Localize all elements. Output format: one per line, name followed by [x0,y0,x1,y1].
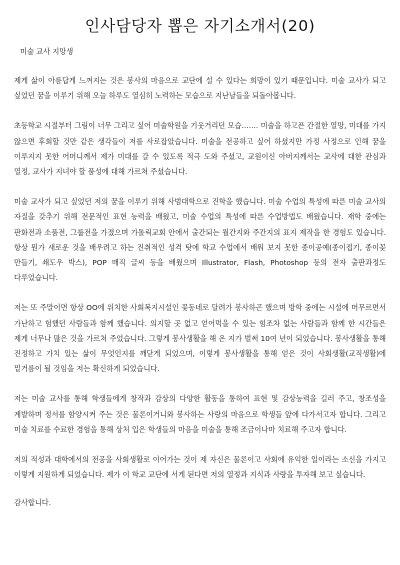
paragraph-teaching-goals: 저는 미술 교사를 통해 학생들에게 창작과 감상의 다양한 활동을 통하여 표현 및 감상능력을 길러 주고, 창조성을 계발하며 정서를 함양시켜 주는 것은 물론이거니와 봉사하는 사랑의 마음으로 학생들 앞에 다가서고자 합니다. 그리고 미술 치료를 수료한 경험을 통해 상처 입은 학생들의 마음을 미술을 통해 조금이나마 치료해 주고자 합니다. [14,394,386,434]
closing-text: 감사합니다. [14,498,52,508]
paragraph-intro: 제게 삶이 아름답게 느껴지는 것은 봉사의 마음으로 교단에 설 수 있다는 희망이 있기 때문입니다. 미술 교사가 되고 싶었던 꿈을 이루기 위해 오늘 하루도 열심히 노력하는 모습으로 지난날들을 되돌아봅니다. [14,76,386,101]
document-subtitle: 미술 교사 지망생 [20,47,74,56]
document-title: 인사담당자 뽑은 자기소개서(20) [84,17,316,35]
paragraph-volunteering: 저는 또 주말이면 항상 OO에 위치한 사회복지시설인 꽃동네로 달려가 봉사하곤 했으며 방학 중에는 시설에 머무르면서 가난하고 험했던 사람들과 함께 했습니다. 의지할 곳 없고 얻어먹을 수 있는 힘조차 없는 사람들과 함께 한 시간들은 제게 너무나 많은 것을 가르쳐 주었습니다. 그렇게 봉사생활을 해 온 지가 벌써 10여 년이 되었습니다. 봉사생활을 통해 진정하고 가치 있는 삶이 무엇인지를 깨닫게 되었으며, 이렇게 봉사생활을 통해 얻은 것이 사회생활(교직생활)에 밑거름이 될 것임을 저는 확신하게 되었습니다. [14,303,386,374]
paragraph-childhood: 초등학교 시절부터 그림이 너무 그리고 싶어 미술학원을 기웃거리던 모습……. 미술을 하고픈 간절한 열망, 미대를 가지 않으면 후회할 것만 같은 생각들이 저를 사로잡았습니다. 미술을 전공하고 싶어 하셨지만 가정 사정으로 인해 꿈을 이루지지 못한 어머니께서 제가 미대를 갈 수 있도록 적극 도와 주셨고, 교원이신 아버지께서는 교사에 대한 관심과 열정, 교사가 지녀야 할 품성에 대해 가르쳐 주셨습니다. [14,121,386,177]
paragraph-education: 미술 교사가 되고 싶었던 저의 꿈을 이루기 위해 사범대학으로 진학을 했습니다. 미술 수업의 특성에 따른 미술 교사의 자질을 갖추기 위해 전문적인 표현 능력을 배웠고, 미술 수업의 특성에 따른 수업방법도 배웠습니다. 재학 중에는 판화전과 소품전, 그룹전을 가졌으며 가톨릭교회 안에서 출간되는 월간지와 주간지의 표지 제작을 한 경험도 있습니다. 항상 뭔가 새로운 것을 배우려고 하는 진취적인 성격 탓에 학교 수업에서 배워 보지 못한 종이공예(종이접기, 종이꽃 만들기, 쇄도우 박스), POP 매직 글씨 등을 배웠으며 Illustrator, Flash, Photoshop 등의 전자 출판과정도 다루었습니다. [14,197,386,283]
paragraph-motivation: 저의 적성과 대학에서의 전공을 사회생활로 이어가는 것이 제 자신은 물론이고 사회에 유익한 일이라는 소신을 가지고 이렇게 지원하게 되었습니다. 제가 이 학교 교단에 서게 된다면 저의 열정과 지식과 사랑을 투자해 보고 싶습니다. [14,455,386,480]
